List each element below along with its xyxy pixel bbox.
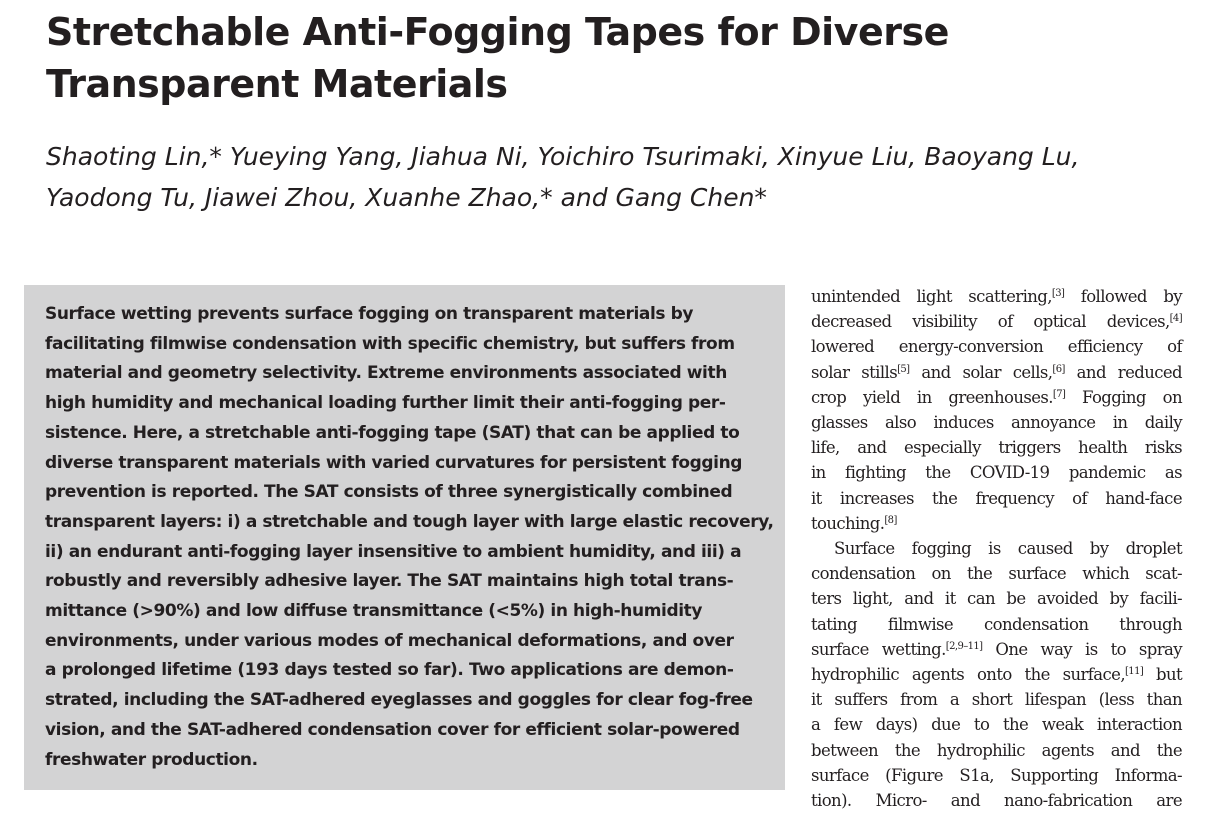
body-line: tion). Micro- and nano-fabrication are [811,791,1182,811]
abstract-line: material and geometry selectivity. Extreme environments associated with [45,363,727,384]
author-list [46,136,1186,218]
body-line: Surface fogging is caused by droplet [834,539,1182,559]
abstract-line: high humidity and mechanical loading further limit their anti-fogging per- [45,393,726,414]
body-line: touching.[8] [811,513,897,533]
body-line: crop yield in greenhouses.[7] Fogging on [811,387,1182,407]
abstract-text [45,300,774,775]
abstract-line: vision, and the SAT-adhered condensation cover for efficient solar-powered [45,719,740,740]
body-line: it increases the frequency of hand-face [811,488,1182,508]
abstract-line: Surface wetting prevents surface fogging on transparent materials by [45,304,694,324]
body-line: it suffers from a short lifespan (less than [811,690,1182,710]
abstract-line: robustly and reversibly adhesive layer. The SAT maintains high total trans- [45,571,734,592]
citation-ref[interactable]: [7] [1052,388,1066,400]
body-line: between the hydrophilic agents and the [811,740,1182,760]
citation-ref[interactable]: [11] [1125,666,1144,678]
abstract-line: freshwater production. [45,749,258,770]
citation-ref[interactable]: [4] [1169,313,1182,325]
body-line: a few days) due to the weak interaction [811,715,1182,735]
body-line: condensation on the surface which scat- [811,564,1182,584]
abstract-line: transparent layers: i) a stretchable and tough layer with large elastic recovery, [45,511,774,532]
body-line: in fighting the COVID-19 pandemic as [811,463,1182,483]
abstract-line: ii) an endurant anti-fogging layer insensitive to ambient humidity, and iii) a [45,541,742,562]
abstract-box [24,285,785,790]
author-line-1: Shaoting Lin,* Yueying Yang, Jiahua Ni, Yoichiro Tsurimaki, Xinyue Liu, Baoyang Lu, [46,142,1080,171]
body-line: lowered energy-conversion efficiency of [811,337,1182,357]
body-line: surface wetting.[2,9–11] One way is to spray [811,639,1183,659]
article-title: Stretchable Anti-Fogging Tapes for Diverse Transparent Materials [46,10,949,106]
body-line: surface (Figure S1a, Supporting Informa- [811,765,1182,785]
abstract-line: diverse transparent materials with varied curvatures for persistent fogging [45,452,743,473]
citation-ref[interactable]: [3] [1051,288,1065,299]
abstract-line: strated, including the SAT-adhered eyeglasses and goggles for clear fog-free [45,690,753,711]
body-line: life, and especially triggers health risks [811,438,1182,458]
abstract-line: facilitating filmwise condensation with specific chemistry, but suffers from [45,333,735,354]
author-line-2: Yaodong Tu, Jiawei Zhou, Xuanhe Zhao,* and Gang Chen* [46,183,767,212]
abstract-line: sistence. Here, a stretchable anti-fogging tape (SAT) that can be applied to [45,422,740,443]
body-line: solar stills[5] and solar cells,[6] and reduced [811,362,1182,382]
body-line: decreased visibility of optical devices,[4] [811,312,1182,332]
abstract-line: prevention is reported. The SAT consists of three synergistically combined [45,482,733,503]
abstract-line: mittance (>90%) and low diffuse transmittance (<5%) in high-humidity [45,601,703,622]
body-line: tating filmwise condensation through [811,614,1182,634]
citation-ref[interactable]: [2,9–11] [945,640,983,652]
abstract-line: a prolonged lifetime (193 days tested so far). Two applications are demon- [45,660,734,681]
citation-ref[interactable]: [8] [884,514,897,526]
body-line: ters light, and it can be avoided by facili- [811,589,1182,609]
body-line: hydrophilic agents onto the surface,[11] but [811,665,1183,685]
abstract-line: environments, under various modes of mechanical deformations, and over [45,630,734,651]
body-line: glasses also induces annoyance in daily [811,413,1182,433]
citation-ref[interactable]: [6] [1052,363,1065,375]
body-text-column [811,284,1182,813]
citation-ref[interactable]: [5] [897,363,910,375]
body-line: unintended light scattering,[3] followed by [811,287,1182,306]
